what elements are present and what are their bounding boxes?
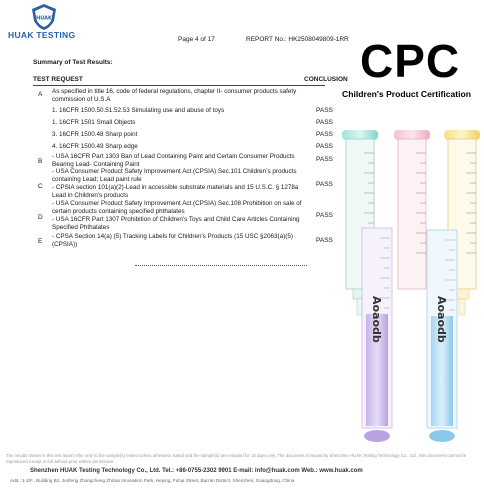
row-result: PASS xyxy=(316,107,333,114)
logo-text: HUAK TESTING xyxy=(8,30,76,40)
row-text: As specified in title 16, code of federal regulations, chapter II- consumer products safety commission of U.S.A xyxy=(52,88,297,103)
syringe-brand-text-2: Aoaodb xyxy=(435,296,448,343)
row-text: 1. 16CFR 1500.50.51.52.53 Simulating use and abuse of toys xyxy=(52,107,225,114)
row-result: PASS xyxy=(316,237,333,244)
cpc-subtitle: Children's Product Certification xyxy=(342,89,472,99)
row-text: 4. 16CFR 1500.49 Sharp edge xyxy=(52,143,138,150)
header-divider xyxy=(33,85,325,86)
row-letter: B xyxy=(38,158,43,165)
logo-mark-text: HUAK xyxy=(36,15,52,22)
page-number: Page 4 of 17 xyxy=(178,36,215,43)
row-result: PASS xyxy=(316,119,333,126)
row-result: PASS xyxy=(316,143,333,150)
report-number: REPORT No.: HK2508049809-1RR xyxy=(246,36,349,43)
footer-disclaimer: The results shown in this test report refer only to the sample(s) tested unless otherwise stated and the sample(s) are retained for 15 days only. The document is issued by Shenzhen HUAK Testing Technology Co., Ltd., this document cannot be reproduced except in full without prior written permission. xyxy=(6,453,467,464)
row-letter: A xyxy=(38,91,43,98)
row-result: PASS xyxy=(316,212,333,219)
row-text: - USA 16CFR Part 1303 Ban of Lead Containing Paint and Certain Consumer Products Bearing Lead- Containing Paint xyxy=(52,153,295,168)
row-result: PASS xyxy=(316,131,333,138)
row-letter: C xyxy=(38,183,43,190)
row-text: 1. 16CFR 1501 Small Objects xyxy=(52,119,136,126)
huak-logo-icon xyxy=(30,3,58,31)
syringe-brand-text: Aoaodb xyxy=(370,296,383,343)
row-text: - USA Consumer Product Safety Improvement Act (CPSIA) Sec.101 Children’s products containing Lead; Lead paint rule - CPSIA section 101(a)(2)-Lead in accessible substrate materials and 15 U.S.C. § 1278a Lead in Children's products xyxy=(52,168,299,199)
column-header-test-request: TEST REQUEST xyxy=(33,76,83,83)
summary-heading: Summary of Test Results: xyxy=(33,59,113,66)
row-letter: E xyxy=(38,238,43,245)
syringe-lavender xyxy=(362,228,392,442)
syringe-blue xyxy=(427,230,457,442)
row-result: PASS xyxy=(316,156,333,163)
syringe-product-image xyxy=(332,118,484,452)
row-text: - CPSA Section 14(a) (5) Tracking Labels for Children's Products (15 USC §2063(a)(5) (CPSIA)) xyxy=(52,233,293,248)
row-result: PASS xyxy=(316,181,333,188)
end-of-summary-divider xyxy=(135,265,307,266)
row-text: 3. 16CFR 1500.48 Sharp point xyxy=(52,131,138,138)
footer-address: Add.: 1-2/F., Building B2, Junfeng Zhongcheng Zhizao Innovation Park, Heping, Fuhai Street, Bao'an District, Shenzhen, Guangdong, China xyxy=(10,478,295,483)
cpc-title: CPC xyxy=(360,35,461,87)
footer-company: Shenzhen HUAK Testing Technology Co., Ltd. Tel.: +86-0755-2302 9901 E-mail: info@huak.com Web.: www.huak.com xyxy=(30,468,363,474)
syringe-pink xyxy=(394,130,430,289)
row-letter: D xyxy=(38,214,43,221)
row-text: - USA Consumer Product Safety Improvement Act (CPSIA) Sec.108 Prohibition on sale of certain products containing specified phthalates - USA 16CFR Part 1307 Prohibition of Children's Toys and Child Care Articles Containing Specified Phthalates xyxy=(52,200,302,231)
column-header-conclusion: CONCLUSION xyxy=(304,76,348,83)
